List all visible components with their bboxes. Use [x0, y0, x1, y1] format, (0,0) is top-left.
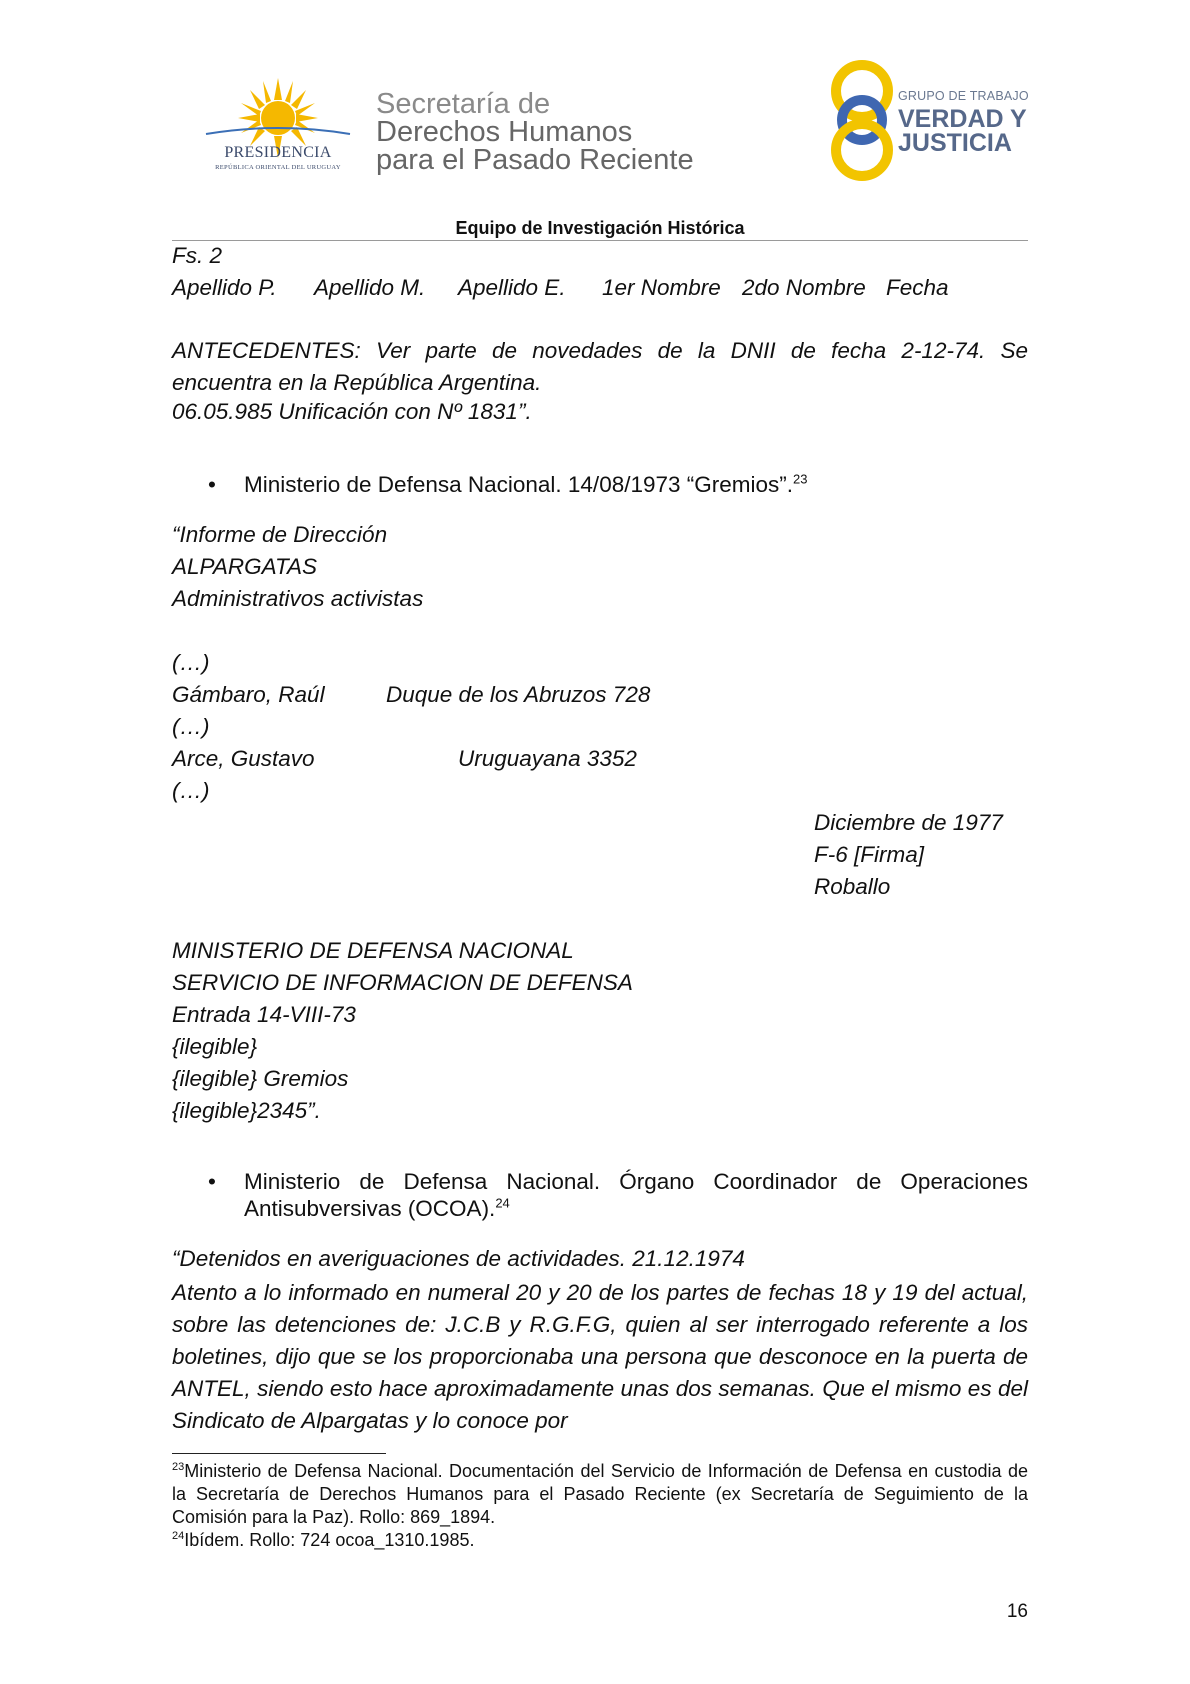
- bullet-dot: •: [208, 472, 216, 497]
- presidencia-sun-logo: [198, 78, 358, 178]
- presidencia-label: PRESIDENCIA: [224, 144, 332, 161]
- ministerio-line-4: {ilegible}: [172, 1034, 258, 1059]
- bullet-1-text: Ministerio de Defensa Nacional. 14/08/1973 “Gremios”.: [244, 472, 794, 497]
- bullet-2-text: Ministerio de Defensa Nacional. Órgano Coordinador de Operaciones Antisubversivas (OCOA).: [244, 1169, 1028, 1221]
- footnote-24-ref: 24: [172, 1530, 185, 1542]
- secretaria-line-3: para el Pasado Reciente: [376, 144, 694, 176]
- footnote-ref-23[interactable]: 23: [793, 471, 808, 487]
- column-fecha: Fecha: [886, 275, 949, 300]
- ministerio-line-5: {ilegible} Gremios: [172, 1066, 349, 1091]
- ministerio-line-2: SERVICIO DE INFORMACION DE DEFENSA: [172, 970, 633, 995]
- detenidos-title: “Detenidos en averiguaciones de actividades. 21.12.1974: [172, 1246, 745, 1271]
- bullet-item-1: [172, 471, 1028, 498]
- informe-line-2: ALPARGATAS: [172, 554, 318, 579]
- person-1-name: Gámbaro, Raúl: [172, 682, 325, 707]
- ministerio-line-1: MINISTERIO DE DEFENSA NACIONAL: [172, 938, 574, 963]
- ellipsis-1: (…): [172, 650, 210, 675]
- signature-name: Roballo: [814, 874, 891, 899]
- verdad-justicia-rings-logo: [822, 58, 902, 182]
- secretaria-line-1: Secretaría de: [376, 88, 551, 120]
- ministerio-line-3: Entrada 14-VIII-73: [172, 1002, 356, 1027]
- bullet-dot: •: [208, 1169, 216, 1194]
- bullet-item-2: [172, 1168, 1028, 1222]
- header-rule: [172, 240, 1028, 241]
- ministerio-line-6: {ilegible}2345”.: [172, 1098, 321, 1123]
- presidencia-sublabel: REPÚBLICA ORIENTAL DEL URUGUAY: [215, 164, 341, 171]
- column-apellido-p: Apellido P.: [172, 275, 277, 300]
- footnote-23-text: Ministerio de Defensa Nacional. Documentación del Servicio de Información de Defensa en custodia de la Secretaría de Derechos Humanos para el Pasado Reciente (ex Secretaría de Seguimiento de la Comisión para la Paz). Rollo: 869_1894.: [172, 1461, 1028, 1527]
- footnote-24: [172, 1529, 1028, 1552]
- unificacion-line: 06.05.985 Unificación con Nº 1831”.: [172, 399, 532, 424]
- signature-firma: F-6 [Firma]: [814, 842, 924, 867]
- column-apellido-e: Apellido E.: [458, 275, 566, 300]
- informe-line-3: Administrativos activistas: [172, 586, 424, 611]
- grupo-trabajo-text: [898, 89, 1029, 155]
- team-heading: Equipo de Investigación Histórica: [455, 218, 745, 238]
- secretaria-title: [376, 90, 694, 174]
- detenidos-paragraph: Atento a lo informado en numeral 20 y 20 de los partes de fechas 18 y 19 del actual, sobre las detenciones de: J.C.B y R.G.F.G, quien al ser interrogado referente a los boletines, dijo que se los proporcionaba una persona que desconoce en la puerta de ANTEL, siendo esto hace aproximadamente unas dos semanas. Que el mismo es del Sindicato de Alpargatas y lo conoce por: [172, 1280, 1028, 1433]
- ellipsis-3: (…): [172, 778, 210, 803]
- grupo-line-3: JUSTICIA: [898, 129, 1012, 157]
- informe-line-1: “Informe de Dirección: [172, 522, 388, 547]
- signature-date: Diciembre de 1977: [814, 810, 1003, 835]
- grupo-line-1: GRUPO DE TRABAJO: [898, 89, 1029, 103]
- person-2-name: Arce, Gustavo: [172, 746, 315, 771]
- footnote-24-text: Ibídem. Rollo: 724 ocoa_1310.1985.: [184, 1530, 475, 1550]
- ellipsis-2: (…): [172, 714, 210, 739]
- page-header: [0, 0, 1190, 240]
- column-apellido-m: Apellido M.: [314, 275, 426, 300]
- footnote-separator: [172, 1453, 386, 1454]
- footnote-ref-24[interactable]: 24: [495, 1195, 510, 1211]
- person-2-address: Uruguayana 3352: [458, 746, 637, 771]
- antecedentes-paragraph: ANTECEDENTES: Ver parte de novedades de la DNII de fecha 2-12-74. Se encuentra en la República Argentina.: [172, 338, 1028, 395]
- page-number: 16: [1006, 1601, 1028, 1622]
- column-2do-nombre: 2do Nombre: [742, 275, 866, 300]
- grupo-line-2: VERDAD Y: [898, 105, 1027, 133]
- footnote-23: [172, 1460, 1028, 1529]
- person-1-address: Duque de los Abruzos 728: [386, 682, 651, 707]
- column-1er-nombre: 1er Nombre: [602, 275, 721, 300]
- footnote-23-ref: 23: [172, 1461, 185, 1473]
- fs-label: Fs. 2: [172, 243, 223, 268]
- secretaria-line-2: Derechos Humanos: [376, 116, 633, 148]
